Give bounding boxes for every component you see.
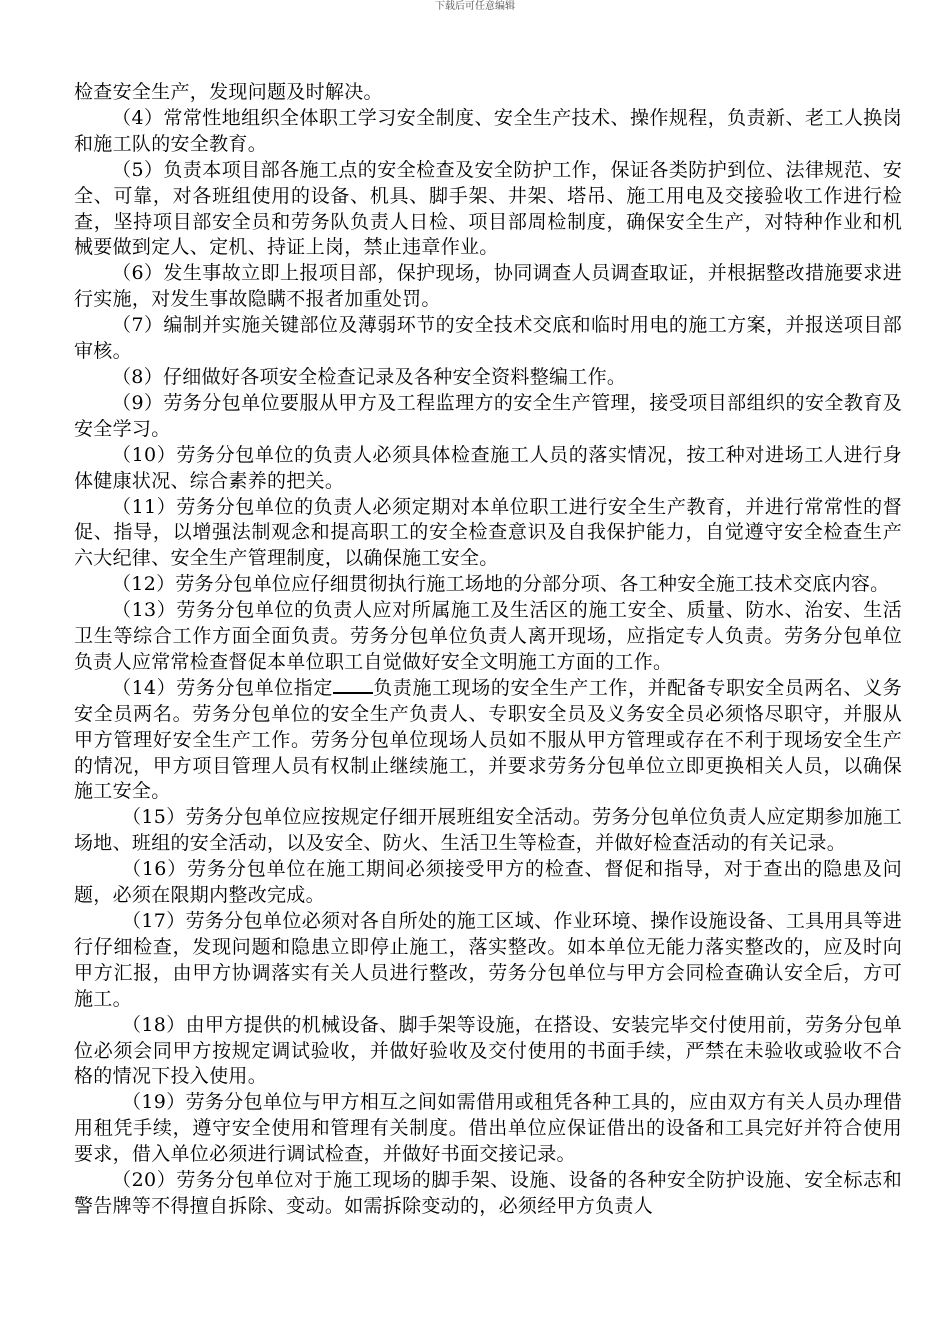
paragraph-text: （14）劳务分包单位指定 — [112, 676, 333, 699]
blank-underline — [333, 691, 373, 694]
paragraph: （20）劳务分包单位对于施工现场的脚手架、设施、设备的各种安全防护设施、安全标志和警告牌等不得擅自拆除、变动。如需拆除变动的，必须经甲方负责人 — [74, 1169, 902, 1217]
document-body — [74, 80, 902, 1220]
paragraph: （12）劳务分包单位应仔细贯彻执行施工场地的分部分项、各工种安全施工技术交底内容。 — [112, 573, 890, 596]
paragraph — [74, 676, 902, 806]
paragraph: （17）劳务分包单位必须对各自所处的施工区域、作业环境、操作设施设备、工具用具等进行仔细检查，发现问题和隐患立即停止施工，落实整改。如本单位无能力落实整改的，应及时向甲方汇报，由甲方协调落实有关人员进行整改，劳务分包单位与甲方会同检查确认安全后，方可施工。 — [74, 910, 902, 1010]
paragraph: （9）劳务分包单位要服从甲方及工程监理方的安全生产管理，接受项目部组织的安全教育及安全学习。 — [74, 391, 902, 440]
paragraph: （8）仔细做好各项安全检查记录及各种安全资料整编工作。 — [112, 365, 627, 388]
paragraph: （19）劳务分包单位与甲方相互之间如需借用或租凭各种工具的，应由双方有关人员办理借用租凭手续，遵守安全使用和管理有关制度。借出单位应保证借出的设备和工具完好并符合使用要求，借入单位必须进行调试检查，并做好书面交接记录。 — [74, 1091, 902, 1166]
paragraph: 检查安全生产，发现问题及时解决。 — [74, 81, 383, 103]
paragraph: （18）由甲方提供的机械设备、脚手架等设施，在搭设、安装完毕交付使用前，劳务分包单位必须会同甲方按规定调试验收，并做好验收及交付使用的书面手续，严禁在未验收或验收不合格的情况下投入使用。 — [74, 1013, 902, 1088]
paragraph: （16）劳务分包单位在施工期间必须接受甲方的检查、督促和指导，对于查出的隐患及问题，必须在限期内整改完成。 — [74, 858, 902, 907]
paragraph: （5）负责本项目部各施工点的安全检查及安全防护工作，保证各类防护到位、法律规范、安全、可靠，对各班组使用的设备、机具、脚手架、井架、塔吊、施工用电及交接验收工作进行检查，坚持项目部安全员和劳务队负责人日检、项目部周检制度，确保安全生产，对特种作业和机械要做到定人、定机、持证上岗，禁止违章作业。 — [74, 158, 902, 259]
paragraph: （10）劳务分包单位的负责人必须具体检查施工人员的落实情况，按工种对进场工人进行身体健康状况、综合素养的把关。 — [74, 443, 902, 492]
paragraph-text: 负责施工现场的安全生产工作，并配备专职安全员两名、义务安全员两名。劳务分包单位的安全生产负责人、专职安全员及义务安全员必须恪尽职守，并服从甲方管理好安全生产工作。劳务分包单位现场人员如不服从甲方管理或存在不利于现场安全生产的情况，甲方项目管理人员有权制止继续施工，并要求劳务分包单位立即更换相关人员，以确保施工安全。 — [74, 676, 902, 803]
paragraph: （6）发生事故立即上报项目部，保护现场，协同调查人员调查取证，并根据整改措施要求进行实施，对发生事故隐瞒不报者加重处罚。 — [74, 262, 902, 311]
paragraph: （4）常常性地组织全体职工学习安全制度、安全生产技术、操作规程，负责新、老工人换岗和施工队的安全教育。 — [74, 106, 902, 155]
page-header: 下载后可任意编辑 — [435, 1, 515, 12]
paragraph: （7）编制并实施关键部位及薄弱环节的安全技术交底和临时用电的施工方案，并报送项目部审核。 — [74, 314, 902, 363]
paragraph: （11）劳务分包单位的负责人必须定期对本单位职工进行安全生产教育，并进行常常性的督促、指导，以增强法制观念和提高职工的安全检查意识及自我保护能力，自觉遵守安全检查生产六大纪律、安全生产管理制度，以确保施工安全。 — [74, 495, 902, 570]
paragraph: （15）劳务分包单位应按规定仔细开展班组安全活动。劳务分包单位负责人应定期参加施工场地、班组的安全活动，以及安全、防火、生活卫生等检查，并做好检查活动的有关记录。 — [74, 806, 902, 855]
paragraph: （13）劳务分包单位的负责人应对所属施工及生活区的施工安全、质量、防水、治安、生活卫生等综合工作方面全面负责。劳务分包单位负责人离开现场，应指定专人负责。劳务分包单位负责人应常常检查督促本单位职工自觉做好安全文明施工方面的工作。 — [74, 599, 902, 673]
